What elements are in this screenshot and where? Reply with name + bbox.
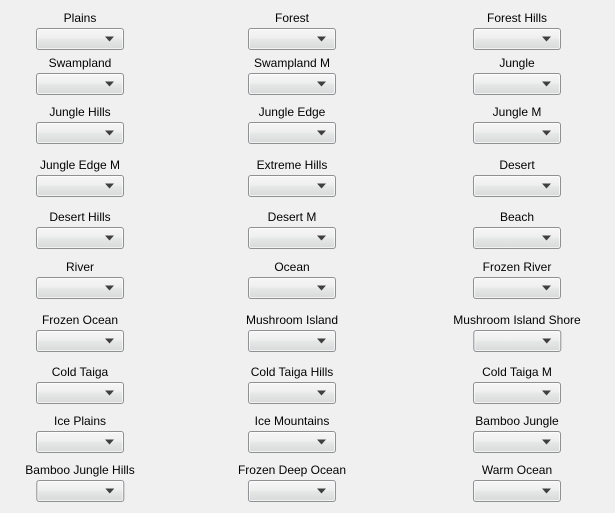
- biome-label: Jungle Edge: [258, 105, 326, 119]
- dropdown-arrow-icon: [317, 339, 326, 344]
- dropdown-arrow-icon: [105, 236, 114, 241]
- combobox-forest-hills[interactable]: [473, 28, 561, 50]
- combobox-mushroom-island[interactable]: [248, 330, 336, 352]
- biome-field-jungle-hills: [36, 105, 124, 144]
- biome-label: River: [65, 260, 94, 274]
- dropdown-arrow-icon: [542, 489, 551, 494]
- dropdown-arrow-icon: [317, 440, 326, 445]
- dropdown-arrow-icon: [542, 184, 551, 189]
- biome-label: Desert: [499, 158, 535, 172]
- combobox-cold-taiga-hills[interactable]: [248, 382, 336, 404]
- combobox-cold-taiga-m[interactable]: [473, 382, 561, 404]
- biome-field-swampland-m: [248, 56, 336, 95]
- combobox-jungle[interactable]: [473, 73, 561, 95]
- biome-field-desert: [473, 158, 561, 197]
- biome-field-mushroom-island: [246, 313, 338, 352]
- biome-label: Desert M: [267, 210, 317, 224]
- biome-label: Ice Plains: [53, 414, 107, 428]
- biome-field-river: [36, 260, 124, 299]
- biome-label: Jungle: [499, 56, 535, 70]
- dropdown-arrow-icon: [317, 131, 326, 136]
- biome-label: Beach: [499, 210, 535, 224]
- dropdown-arrow-icon: [105, 489, 114, 494]
- biome-label: Cold Taiga Hills: [250, 365, 334, 379]
- biome-field-jungle-edge-m: [36, 158, 124, 197]
- biome-field-frozen-deep-ocean: [238, 463, 346, 502]
- biome-field-cold-taiga: [36, 365, 124, 404]
- dropdown-arrow-icon: [105, 37, 114, 42]
- biome-label: Frozen Deep Ocean: [237, 463, 347, 477]
- biome-field-desert-hills: [36, 210, 124, 249]
- biome-field-swampland: [36, 56, 124, 95]
- dropdown-arrow-icon: [105, 339, 114, 344]
- biome-field-plains: [36, 11, 124, 50]
- dropdown-arrow-icon: [317, 489, 326, 494]
- biome-label: Jungle Edge M: [39, 158, 121, 172]
- combobox-ocean[interactable]: [248, 277, 336, 299]
- dropdown-arrow-icon: [105, 82, 114, 87]
- combobox-extreme-hills[interactable]: [248, 175, 336, 197]
- dropdown-arrow-icon: [542, 391, 551, 396]
- biome-label: Cold Taiga M: [482, 365, 552, 379]
- combobox-bamboo-jungle-hills[interactable]: [36, 480, 124, 502]
- dropdown-arrow-icon: [542, 440, 551, 445]
- biome-field-warm-ocean: [473, 463, 561, 502]
- biome-label: Jungle M: [492, 105, 542, 119]
- combobox-river[interactable]: [36, 277, 124, 299]
- dropdown-arrow-icon: [542, 131, 551, 136]
- combobox-jungle-edge[interactable]: [248, 122, 336, 144]
- combobox-swampland-m[interactable]: [248, 73, 336, 95]
- dropdown-arrow-icon: [105, 131, 114, 136]
- biome-field-beach: [473, 210, 561, 249]
- biome-label: Ice Mountains: [254, 414, 330, 428]
- biome-field-desert-m: [248, 210, 336, 249]
- combobox-desert[interactable]: [473, 175, 561, 197]
- biome-field-extreme-hills: [248, 158, 336, 197]
- biome-label: Warm Ocean: [481, 463, 553, 477]
- biome-field-forest-hills: [473, 11, 561, 50]
- dropdown-arrow-icon: [105, 286, 114, 291]
- combobox-cold-taiga[interactable]: [36, 382, 124, 404]
- combobox-beach[interactable]: [473, 227, 561, 249]
- combobox-frozen-ocean[interactable]: [36, 330, 124, 352]
- biome-label: Swampland: [48, 56, 112, 70]
- dropdown-arrow-icon: [105, 391, 114, 396]
- biome-field-bamboo-jungle-hills: [25, 463, 134, 502]
- combobox-plains[interactable]: [36, 28, 124, 50]
- dropdown-arrow-icon: [317, 391, 326, 396]
- combobox-mushroom-island-shore[interactable]: [473, 330, 561, 352]
- combobox-ice-plains[interactable]: [36, 431, 124, 453]
- combobox-jungle-edge-m[interactable]: [36, 175, 124, 197]
- biome-label: Extreme Hills: [256, 158, 328, 172]
- biome-label: Bamboo Jungle Hills: [25, 463, 135, 477]
- dropdown-arrow-icon: [542, 286, 551, 291]
- combobox-forest[interactable]: [248, 28, 336, 50]
- dropdown-arrow-icon: [542, 37, 551, 42]
- combobox-ice-mountains[interactable]: [248, 431, 336, 453]
- biome-field-ice-plains: [36, 414, 124, 453]
- biome-label: Bamboo Jungle: [475, 414, 559, 428]
- combobox-frozen-river[interactable]: [473, 277, 561, 299]
- biome-label: Mushroom Island: [245, 313, 339, 327]
- biome-field-bamboo-jungle: [473, 414, 561, 453]
- biome-field-mushroom-island-shore: [453, 313, 580, 352]
- dropdown-arrow-icon: [542, 236, 551, 241]
- dropdown-arrow-icon: [317, 37, 326, 42]
- biome-field-frozen-ocean: [36, 313, 124, 352]
- dropdown-arrow-icon: [542, 82, 551, 87]
- biome-label: Desert Hills: [49, 210, 111, 224]
- biome-label: Ocean: [274, 260, 310, 274]
- biome-field-jungle: [473, 56, 561, 95]
- combobox-jungle-m[interactable]: [473, 122, 561, 144]
- biome-label: Swampland M: [253, 56, 331, 70]
- biome-field-jungle-edge: [248, 105, 336, 144]
- biome-field-ocean: [248, 260, 336, 299]
- combobox-frozen-deep-ocean[interactable]: [248, 480, 336, 502]
- dropdown-arrow-icon: [542, 339, 551, 344]
- dropdown-arrow-icon: [317, 236, 326, 241]
- dropdown-arrow-icon: [317, 184, 326, 189]
- biome-field-ice-mountains: [248, 414, 336, 453]
- biome-label: Frozen Ocean: [41, 313, 119, 327]
- dropdown-arrow-icon: [105, 440, 114, 445]
- biome-label: Plains: [63, 11, 97, 25]
- combobox-jungle-hills[interactable]: [36, 122, 124, 144]
- biome-label: Mushroom Island Shore: [453, 313, 581, 327]
- biome-field-cold-taiga-m: [473, 365, 561, 404]
- biome-field-cold-taiga-hills: [248, 365, 336, 404]
- combobox-desert-m[interactable]: [248, 227, 336, 249]
- combobox-swampland[interactable]: [36, 73, 124, 95]
- biome-label: Forest: [274, 11, 309, 25]
- biome-label: Forest Hills: [486, 11, 547, 25]
- dropdown-arrow-icon: [105, 184, 114, 189]
- biome-label: Frozen River: [482, 260, 552, 274]
- dropdown-arrow-icon: [317, 286, 326, 291]
- biome-label: Cold Taiga: [51, 365, 109, 379]
- biome-label: Jungle Hills: [49, 105, 111, 119]
- combobox-bamboo-jungle[interactable]: [473, 431, 561, 453]
- biome-field-forest: [248, 11, 336, 50]
- biome-field-frozen-river: [473, 260, 561, 299]
- combobox-warm-ocean[interactable]: [473, 480, 561, 502]
- combobox-desert-hills[interactable]: [36, 227, 124, 249]
- dropdown-arrow-icon: [317, 82, 326, 87]
- biome-field-jungle-m: [473, 105, 561, 144]
